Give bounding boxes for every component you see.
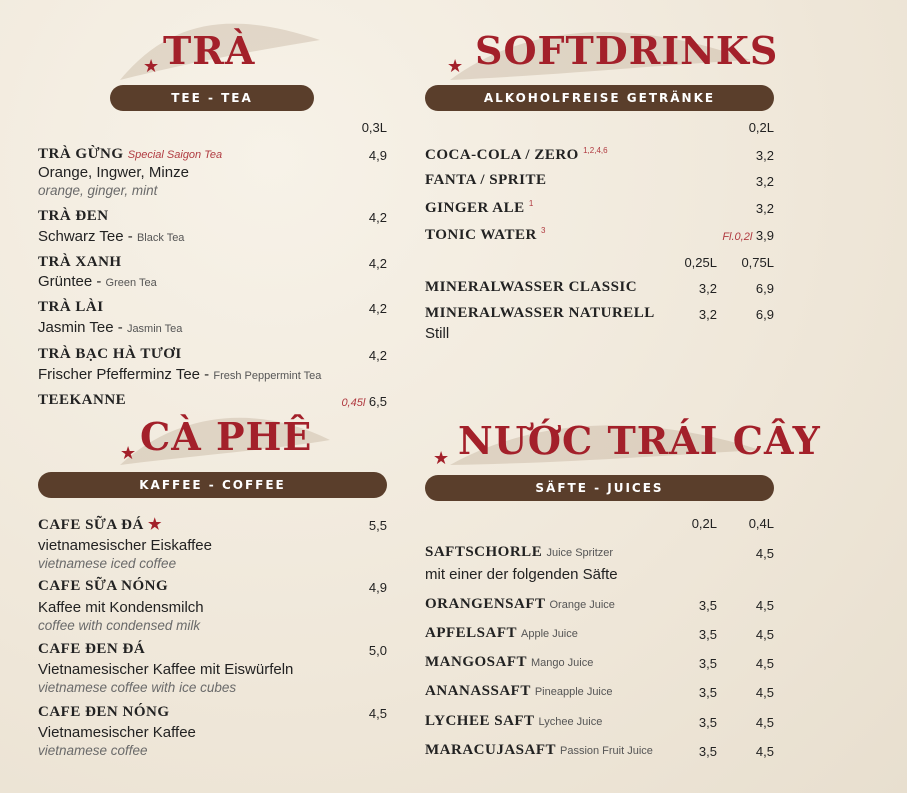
item-price: 6,9 [755, 307, 774, 322]
menu-item-name: APFELSAFT Apple Juice [425, 625, 578, 641]
item-price: 4,9 [368, 148, 387, 163]
section-heading-juices: NƯỚC TRÁI CÂY [458, 418, 821, 463]
menu-item-name: FANTA / SPRITE [425, 172, 547, 188]
size-header: 0,3L [361, 120, 387, 135]
item-desc-en: vietnamese coffee [38, 743, 148, 758]
item-price: 3,5 [698, 685, 717, 700]
menu-item-name: LYCHEE SAFT Lychee Juice [425, 713, 603, 729]
size-header: 0,4L [748, 516, 774, 531]
star-icon: ★ [120, 443, 137, 463]
star-icon: ★ [143, 56, 160, 76]
item-price: 3,5 [698, 598, 717, 613]
item-desc-de: Vietnamesischer Kaffee mit Eiswürfeln [38, 661, 294, 678]
item-price: 4,9 [368, 580, 387, 595]
star-icon: ★ [447, 56, 464, 76]
item-price: 3,2 [755, 201, 774, 216]
item-price: 3,2 [698, 307, 717, 322]
item-price: Fl.0,2l 3,9 [722, 228, 774, 243]
menu-item-name: MANGOSAFT Mango Juice [425, 654, 594, 670]
item-price: 4,2 [368, 348, 387, 363]
item-tag: Special Saigon Tea [127, 149, 223, 161]
item-desc-de: mit einer der folgenden Säfte [425, 566, 618, 583]
menu-item-name: ANANASSAFT Pineapple Juice [425, 683, 613, 699]
menu-item-name: MARACUJASAFT Passion Fruit Juice [425, 742, 653, 758]
item-price: 3,2 [755, 148, 774, 163]
banner-softdrinks: ALKOHOLFREISE GETRÄNKE [425, 85, 774, 111]
item-desc-en: orange, ginger, mint [38, 183, 158, 198]
item-price: 4,5 [755, 715, 774, 730]
item-price: 6,9 [755, 281, 774, 296]
item-desc-en: coffee with condensed milk [38, 618, 201, 633]
item-price: 3,5 [698, 627, 717, 642]
banner-tea: TEE - TEA [110, 85, 314, 111]
item-price: 4,5 [755, 685, 774, 700]
item-desc-en: vietnamese iced coffee [38, 556, 177, 571]
star-icon: ★ [148, 517, 162, 533]
item-price: 4,2 [368, 210, 387, 225]
menu-item-name: GINGER ALE $^1$ [425, 199, 534, 216]
item-price: 4,5 [755, 598, 774, 613]
item-price: 3,2 [698, 281, 717, 296]
item-desc-de: Schwarz Tee - Black Tea [38, 228, 185, 245]
menu-item-name: MINERALWASSER CLASSIC [425, 279, 638, 295]
size-header: 0,25L [684, 255, 717, 270]
item-desc-de: Vietnamesischer Kaffee [38, 724, 196, 741]
menu-item-name: CAFE ĐEN NÓNG [38, 704, 170, 720]
menu-item-name: MINERALWASSER NATURELL [425, 305, 655, 321]
menu-item-name: TRÀ XANH [38, 254, 122, 270]
item-desc-de: Frischer Pfefferminz Tee - Fresh Peppermint Tea [38, 366, 322, 383]
item-price: 3,5 [698, 715, 717, 730]
section-heading-softdrinks: SOFTDRINKS [475, 28, 779, 73]
star-icon: ★ [433, 448, 450, 468]
menu-item-name: TRÀ LÀI [38, 299, 104, 315]
item-desc-de: vietnamesischer Eiskaffee [38, 537, 212, 554]
item-price: 3,5 [698, 744, 717, 759]
item-price: 4,5 [755, 656, 774, 671]
size-header: 0,75L [741, 255, 774, 270]
item-desc-de: Jasmin Tee - Jasmin Tea [38, 319, 183, 336]
section-heading-caphe: CÀ PHÊ [140, 414, 313, 459]
size-header: 0,2L [691, 516, 717, 531]
item-desc-de: Orange, Ingwer, Minze [38, 164, 189, 181]
item-price: 0,45l 6,5 [341, 394, 387, 409]
item-desc-en: vietnamese coffee with ice cubes [38, 680, 237, 695]
item-price: 4,5 [755, 744, 774, 759]
item-price: 4,5 [755, 627, 774, 642]
item-price: 4,5 [368, 706, 387, 721]
item-price: 3,5 [698, 656, 717, 671]
menu-item-name: COCA-COLA / ZERO $^{1,2,4,6}$ [425, 146, 608, 163]
item-price: 4,2 [368, 301, 387, 316]
size-header: 0,2L [748, 120, 774, 135]
item-desc-de: Kaffee mit Kondensmilch [38, 599, 204, 616]
item-price: 4,2 [368, 256, 387, 271]
item-price: 3,2 [755, 174, 774, 189]
menu-item-name: TRÀ ĐEN [38, 208, 109, 224]
menu-item-name: TONIC WATER $^3$ [425, 226, 546, 243]
menu-item-name: SAFTSCHORLE Juice Spritzer [425, 544, 614, 560]
menu-item-name: CAFE ĐEN ĐÁ [38, 641, 146, 657]
menu-item-name: TRÀ GỪNG Special Saigon Tea [38, 146, 223, 162]
menu-item-name: TEEKANNE [38, 392, 127, 408]
item-desc-de: Grüntee - Green Tea [38, 273, 157, 290]
item-desc-de: Still [425, 325, 450, 342]
menu-item-name: CAFE SỮA NÓNG [38, 578, 169, 594]
item-price: 4,5 [755, 546, 774, 561]
menu-item-name: ORANGENSAFT Orange Juice [425, 596, 615, 612]
banner-juices: SÄFTE - JUICES [425, 475, 774, 501]
menu-item-name: CAFE SỮA ĐÁ ★ [38, 517, 162, 533]
item-price: 5,5 [368, 518, 387, 533]
item-price: 5,0 [368, 643, 387, 658]
section-heading-tra: TRÀ [163, 28, 256, 73]
banner-coffee: KAFFEE - COFFEE [38, 472, 387, 498]
menu-item-name: TRÀ BẠC HÀ TƯƠI [38, 346, 182, 362]
